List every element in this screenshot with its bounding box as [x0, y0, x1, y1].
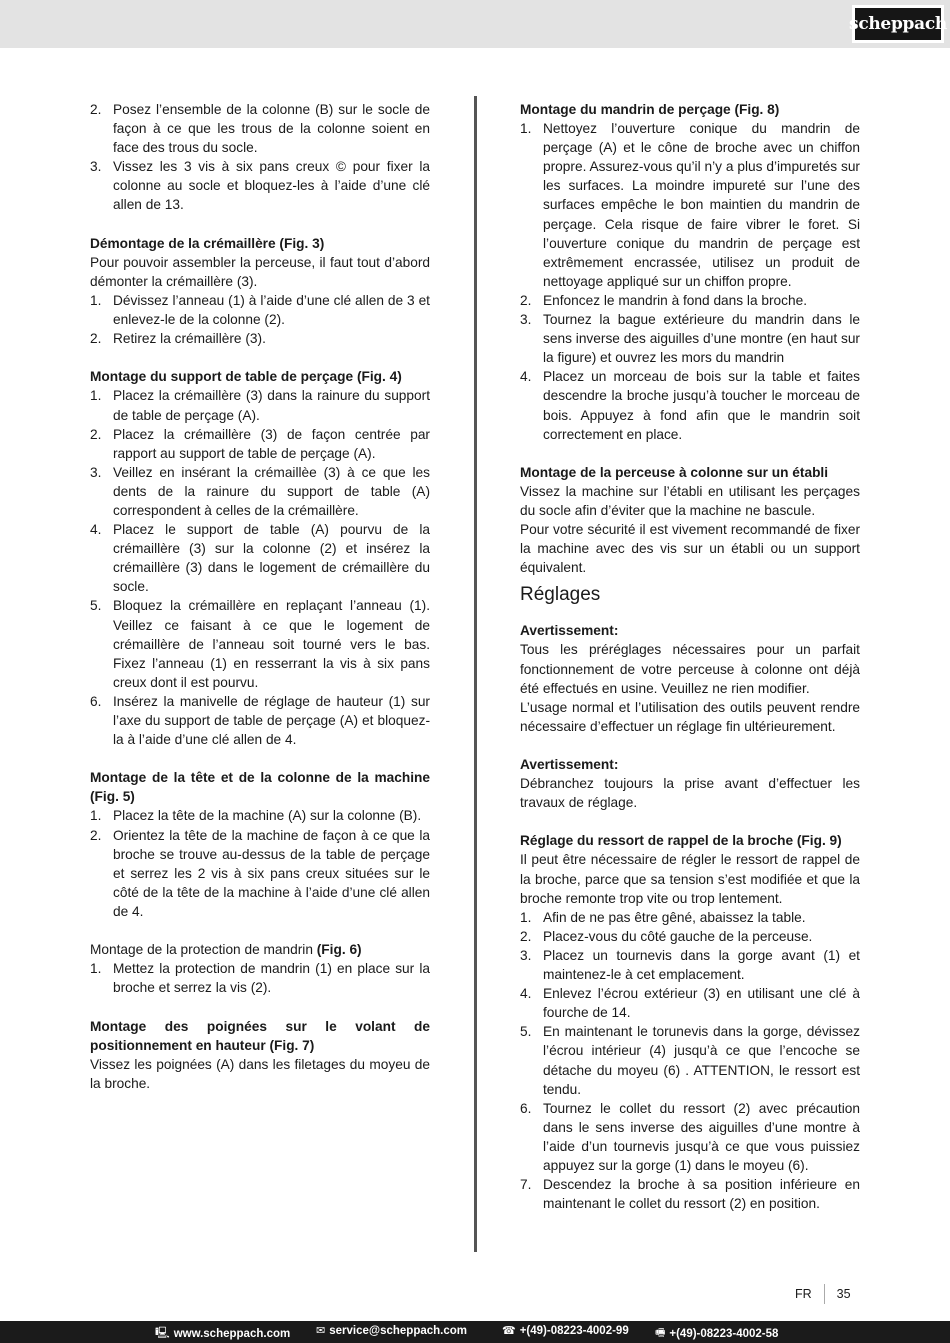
assembly-list-continued	[90, 100, 430, 215]
list-item-text: Placez-vous du côté gauche de la perceuse.	[543, 928, 813, 944]
list-item	[520, 367, 860, 443]
computer-icon: 🖳	[155, 1327, 170, 1339]
list-item-number: 2.	[520, 928, 532, 944]
list-item	[90, 329, 430, 348]
list-item-text: Orientez la tête de la machine de façon à ce que la broche se trouve au-dessus de la table de perçage et serrez les 2 vis à six pans creux situées sur le côté de la tête de la machine à l’aide d’une clé allen de 4.	[113, 827, 430, 919]
list-item-text: Placez la tête de la machine (A) sur la colonne (B).	[113, 808, 422, 824]
paragraph: Tous les préréglages nécessaires pour un parfait fonctionnement de votre perceuse à colonne ont déjà été effectués en usine. Veuillez ne rien modifier.	[520, 642, 860, 696]
paragraph: L’usage normal et l’utilisation des outils peuvent rendre nécessaire d’effectuer un réglage fin ultérieurement.	[520, 699, 860, 734]
header-bar	[0, 0, 950, 48]
right-column	[520, 100, 860, 1213]
list-item-number: 4.	[520, 986, 532, 1002]
list-item	[90, 100, 430, 157]
section-heading: Réglage du ressort de rappel de la broche (Fig. 9)	[520, 833, 842, 849]
list-item-text: Insérez la manivelle de réglage de hauteur (1) sur l’axe du support de table de perçage (A) et bloquez-la à l’aide d’une clé allen de 4.	[113, 693, 430, 748]
section-heading: Montage de la tête et de la colonne de la machine (Fig. 5)	[90, 770, 430, 805]
section-heading: Montage de la perceuse à colonne sur un établi	[520, 464, 829, 480]
list-item	[90, 596, 430, 691]
list-item	[90, 425, 430, 463]
list-item-number: 2.	[90, 102, 102, 117]
list-item-text: Vissez les 3 vis à six pans creux © pour fixer la colonne au socle et bloquez-les à l’aide d’une clé allen de 13.	[113, 159, 430, 213]
left-column	[90, 100, 430, 1093]
list-item	[520, 291, 860, 310]
heading-plain: Montage de la protection de mandrin	[90, 942, 317, 958]
paragraph: Vissez la machine sur l’établi en utilisant les perçages du socle afin d’éviter que la machine ne bascule.	[520, 483, 860, 518]
list-item	[90, 291, 430, 329]
section-title-reglages: Réglages	[520, 584, 601, 606]
steps-list	[90, 959, 430, 997]
list-item-text: En maintenant le torunevis dans la gorge, dévissez l’écrou intérieur (4) jusqu’à ce que l’encoche se détache du moyeu (6) . ATTENTION, le ressort est tendu.	[543, 1024, 860, 1097]
list-item	[90, 463, 430, 520]
list-item-text: Enlevez l’écrou extérieur (3) en utilisant une clé à fourche de 14.	[543, 986, 860, 1021]
email-contact	[316, 1324, 467, 1337]
list-item-text: Placez le support de table (A) pourvu de la crémaillère (3) sur la colonne (2) et insérez la crémaillère (3) dans le logement de crémaillère du socle.	[113, 522, 430, 595]
page-footer	[795, 1284, 851, 1304]
list-item-text: Descendez la broche à sa position inférieure en maintenant le collet du ressort (2) en position.	[543, 1177, 860, 1212]
list-item	[520, 984, 860, 1022]
warning-heading: Avertissement:	[520, 623, 619, 639]
list-item	[90, 157, 430, 214]
list-item-text: Afin de ne pas être gêné, abaissez la table.	[543, 909, 806, 925]
paragraph: Pour votre sécurité il est vivement recommandé de fixer la machine avec des vis sur un établi ou un support équivalent.	[520, 522, 860, 576]
list-item-text: Placez la crémaillère (3) de façon centrée par rapport au support de table de perçage (A).	[113, 426, 430, 461]
list-item-text: Tournez la bague extérieure du mandrin dans le sens inverse des aiguilles d’une montre (en haut sur la figure) et ouvrez les mors du mandrin	[543, 312, 860, 366]
list-item	[90, 520, 430, 596]
list-item	[520, 1022, 860, 1098]
list-item-number: 3.	[520, 312, 532, 328]
list-item-text: Placez un morceau de bois sur la table et faites descendre la broche jusqu’à toucher le morceau de bois. Appuyez à fond afin que le mandrin soit correctement en place.	[543, 369, 860, 442]
footer-separator	[824, 1284, 825, 1304]
brand-logo	[849, 5, 947, 43]
list-item	[520, 310, 860, 367]
list-item	[520, 119, 860, 291]
list-item-number: 3.	[520, 947, 532, 963]
list-item-number: 2.	[90, 827, 102, 843]
steps-list	[90, 291, 430, 348]
list-item-number: 2.	[520, 292, 532, 308]
list-item-number: 6.	[520, 1100, 532, 1116]
list-item-text: Dévissez l’anneau (1) à l’aide d’une clé allen de 3 et enlevez-le de la colonne (2).	[113, 292, 430, 328]
list-item-number: 2.	[90, 426, 102, 442]
list-item-text: Veillez en insérant la crémaillèe (3) à ce que les dents de la rainure du support de table (A) correspondent à celles de la crémaillère.	[113, 464, 430, 518]
heading-bold: (Fig. 6)	[316, 942, 362, 958]
list-item-text: Placez un tournevis dans la gorge avant (1) et maintenez-le à cet emplacement.	[543, 947, 860, 983]
list-item-number: 1.	[520, 909, 532, 925]
contact-bar	[0, 1321, 950, 1343]
steps-list	[520, 119, 860, 444]
list-item-number: 4.	[520, 369, 532, 385]
steps-list	[90, 386, 430, 749]
list-item-number: 4.	[90, 522, 102, 538]
page-number: 35	[836, 1287, 851, 1301]
list-item-number: 7.	[520, 1177, 532, 1193]
list-item-number: 1.	[90, 808, 102, 824]
list-item-number: 1.	[90, 961, 102, 977]
list-item-text: Bloquez la crémaillère en replaçant l’anneau (1). Veillez ce faisant à ce que le logement de crémaillère de l’anneau soit tourné vers le bas. Fixez l’anneau (1) en resserrant la vis à six pans creux dont il est pourvu.	[113, 598, 430, 690]
section-heading: Montage du support de table de perçage (Fig. 4)	[90, 369, 402, 385]
list-item	[90, 692, 430, 749]
brand-logo-text: scheppach	[855, 8, 941, 40]
list-item-number: 3.	[90, 159, 102, 175]
list-item-number: 5.	[90, 598, 102, 614]
list-item-number: 6.	[90, 693, 102, 709]
phone-icon: ☎	[502, 1325, 516, 1337]
list-item-number: 1.	[90, 292, 102, 308]
list-item-text: Placez la crémaillère (3) dans la rainure du support de table de perçage (A).	[113, 388, 430, 423]
column-divider	[474, 96, 477, 1252]
mail-icon: ✉	[316, 1325, 326, 1337]
email-link[interactable]: service@scheppach.com	[329, 1324, 467, 1337]
language-code: FR	[795, 1287, 812, 1301]
list-item-number: 2.	[90, 331, 102, 347]
list-item	[90, 959, 430, 997]
list-item-number: 1.	[520, 121, 532, 137]
website-contact	[155, 1324, 290, 1343]
paragraph: Il peut être nécessaire de régler le ressort de rappel de la broche, parce que sa tension s’est modifiée et que la broche remonte trop vite ou trop lentement.	[520, 852, 860, 906]
list-item-text: Mettez la protection de mandrin (1) en place sur la broche et serrez la vis (2).	[113, 961, 430, 996]
steps-list	[520, 908, 860, 1214]
section-heading: Montage du mandrin de perçage (Fig. 8)	[520, 102, 780, 117]
list-item	[90, 386, 430, 424]
list-item-text: Tournez le collet du ressort (2) avec précaution dans le sens inverse des aiguilles d’une montre à l’aide d’un tournevis jusqu’à ce que vous puissiez appuyez sur la gorge (1) dans le moyeu (6).	[543, 1100, 860, 1173]
fax-number: +(49)-08223-4002-58	[669, 1327, 779, 1340]
fax-contact	[655, 1324, 778, 1343]
section-heading: Démontage de la crémaillère (Fig. 3)	[90, 235, 325, 251]
paragraph: Pour pouvoir assembler la perceuse, il faut tout d’abord démonter la crémaillère (3).	[90, 254, 430, 289]
list-item	[520, 927, 860, 946]
paragraph: Débranchez toujours la prise avant d’effectuer les travaux de réglage.	[520, 776, 860, 811]
steps-list	[90, 806, 430, 921]
phone-number: +(49)-08223-4002-99	[519, 1324, 629, 1337]
list-item-number: 3.	[90, 464, 102, 480]
list-item-text: Nettoyez l’ouverture conique du mandrin de perçage (A) et le cône de broche avec un chiffon propre. Assurez-vous qu’il n’y a plus d’impuretés sur les surfaces. La moindre impureté sur l’une des surfaces empêche le bon maintien du mandrin de perçage. Cela risque de faire vibrer le foret. Si l’ouverture conique du mandrin de perçage est extrêmement encrassée, utilisez un produit de nettoyage appliqué sur un chiffon propre.	[543, 121, 860, 289]
list-item	[520, 1175, 860, 1213]
list-item-number: 5.	[520, 1024, 532, 1040]
fax-icon: 🖷	[655, 1327, 666, 1339]
list-item	[520, 1099, 860, 1175]
section-heading: Montage des poignées sur le volant de positionnement en hauteur (Fig. 7)	[90, 1018, 430, 1053]
list-item	[90, 806, 430, 825]
paragraph: Vissez les poignées (A) dans les filetages du moyeu de la broche.	[90, 1056, 430, 1091]
list-item-number: 1.	[90, 388, 102, 404]
list-item	[90, 826, 430, 921]
list-item-text: Enfoncez le mandrin à fond dans la broche.	[543, 292, 808, 308]
website-link[interactable]: www.scheppach.com	[173, 1327, 291, 1340]
list-item-text: Retirez la crémaillère (3).	[113, 331, 266, 347]
section-heading	[90, 940, 430, 959]
phone-contact	[502, 1324, 629, 1337]
warning-heading: Avertissement:	[520, 757, 619, 772]
list-item	[520, 946, 860, 984]
list-item-text: Posez l’ensemble de la colonne (B) sur le socle de façon à ce que les trous de la colonne soient en face des trous du socle.	[113, 102, 430, 156]
list-item	[520, 908, 860, 927]
